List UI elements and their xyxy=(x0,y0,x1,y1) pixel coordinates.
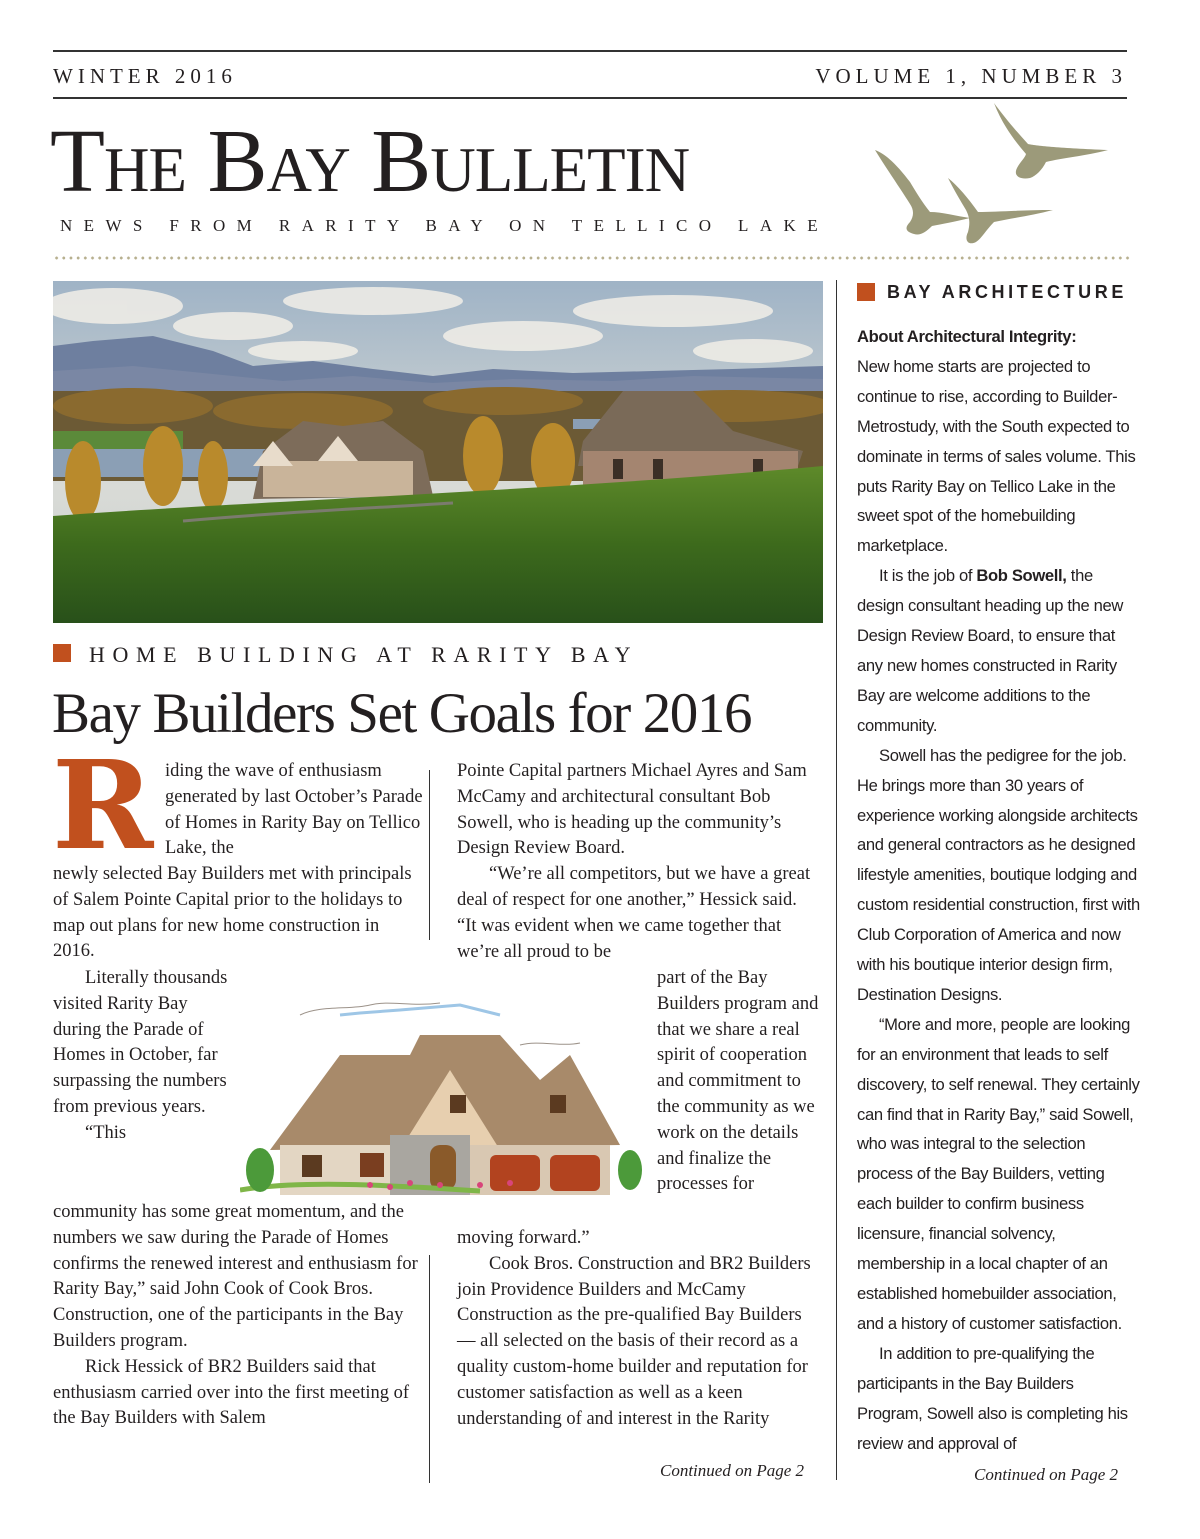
article-paragraph: “This xyxy=(85,1122,127,1143)
article-paragraph: Cook Bros. Construction and BR2 Builders join Providence Builders and McCamy Construction as the pre-qualified Bay Builders — all selected on the basis of their record as a quality custom-home builder and reputation for customer satisfaction as well as a keen understanding of and interest in the Rarity xyxy=(457,1253,811,1429)
sidebar-kicker: BAY ARCHITECTURE xyxy=(887,282,1127,302)
drop-cap: R xyxy=(52,733,154,877)
article-paragraph: Literally thousands visited Rarity Bay during the Parade of Homes in October, far surpassing the numbers from previous years. xyxy=(53,968,228,1117)
header-rule-bottom xyxy=(53,97,1127,99)
article-paragraph: community has some great momentum, and the numbers we saw during the Parade of Homes confirms the renewed interest and enthusiasm for Rarity Bay,” said John Cook of Cook Bros. Construction, one of the participants in the Bay Builders program. xyxy=(53,1202,418,1351)
sidebar-article xyxy=(857,322,1142,1458)
sidebar-subhead: About Architectural Integrity: xyxy=(857,327,1077,346)
hero-photo xyxy=(53,281,823,623)
header-rule-top xyxy=(53,50,1127,52)
house-illustration xyxy=(240,985,645,1195)
article-column-bottom xyxy=(457,1226,819,1432)
masthead-title: The Bay Bulletin xyxy=(50,112,690,211)
issue-date: WINTER 2016 xyxy=(53,64,237,88)
column-divider xyxy=(836,280,837,1480)
sidebar-paragraph xyxy=(857,561,1142,740)
column-divider xyxy=(429,1255,430,1483)
section-marker-icon xyxy=(857,283,875,301)
sidebar-bold-name: Bob Sowell, xyxy=(976,566,1067,586)
sidebar-paragraph: Sowell has the pedigree for the job. He brings more than 30 years of experience working alongside architects and general contractors as he designed lifestyle amenities, boutique lodging and custom residential construction, first with Club Corporation of America and now with his boutique interior design firm, Destination Designs. xyxy=(857,745,1140,1004)
dotted-divider xyxy=(53,256,1131,260)
article-paragraph: Pointe Capital partners Michael Ayres and Sam McCamy and architectural consultant Bob Sowell, who is heading up the community’s Design Review Board. xyxy=(457,761,807,859)
article-column-bottom xyxy=(53,1200,425,1432)
masthead-tagline: NEWS FROM RARITY BAY ON TELLICO LAKE xyxy=(60,216,829,235)
bird-shape xyxy=(948,178,1053,243)
flying-birds-icon xyxy=(870,100,1115,245)
article-paragraph: newly selected Bay Builders met with principals of Salem Pointe Capital prior to the holidays to map out plans for new home construction in 2016. xyxy=(53,864,412,962)
sidebar-text: the design consultant heading up the new Design Review Board, to ensure that any new homes constructed in Rarity Bay are welcome additions to the community. xyxy=(857,566,1124,735)
article-paragraph: part of the Bay Builders program and that we share a real spirit of cooperation and commitment to the community as we work on the details and finalize the processes for xyxy=(657,968,819,1195)
article-paragraph xyxy=(53,966,228,1147)
sidebar-paragraph: New home starts are projected to continue to rise, according to Builder-Metrostudy, with the South expected to dominate in terms of sales volume. This puts Rarity Bay on Tellico Lake in the sweet spot of the homebuilding marketplace. xyxy=(857,356,1136,556)
article-paragraph: “We’re all competitors, but we have a great deal of respect for one another,” Hessick said. “It was evident when we came together that we’re all proud to be xyxy=(457,864,811,962)
sidebar-paragraph: In addition to pre-qualifying the participants in the Bay Builders Program, Sowell also is completing his review and approval of xyxy=(857,1343,1128,1453)
continued-link[interactable]: Continued on Page 2 xyxy=(660,1461,805,1480)
bird-shape xyxy=(994,103,1108,179)
column-divider xyxy=(429,770,430,940)
article-paragraph: Rick Hessick of BR2 Builders said that enthusiasm carried over into the first meeting of the Bay Builders with Salem xyxy=(53,1356,410,1429)
sidebar-paragraph: “More and more, people are looking for an environment that leads to self discovery, to self renewal. They certainly can find that in Rarity Bay,” said Sowell, who was integral to the selection process of the Bay Builders, vetting each builder to confirm business licensure, financial solvency, membership in a local chapter of an established homebuilder association, and a history of customer satisfaction. xyxy=(857,1014,1140,1333)
section-kicker: HOME BUILDING AT RARITY BAY xyxy=(89,642,639,667)
article-headline: Bay Builders Set Goals for 2016 xyxy=(52,682,752,745)
article-paragraph: moving forward.” xyxy=(457,1228,590,1248)
section-marker-icon xyxy=(53,644,71,662)
article-intro: iding the wave of enthusiasm generated by last October’s Parade of Homes in Rarity Bay on Tellico Lake, the xyxy=(165,761,423,859)
issue-volume: VOLUME 1, NUMBER 3 xyxy=(815,64,1127,88)
continued-link[interactable]: Continued on Page 2 xyxy=(974,1465,1119,1484)
sidebar-text: It is the job of xyxy=(879,566,977,586)
article-column-top xyxy=(457,759,819,965)
